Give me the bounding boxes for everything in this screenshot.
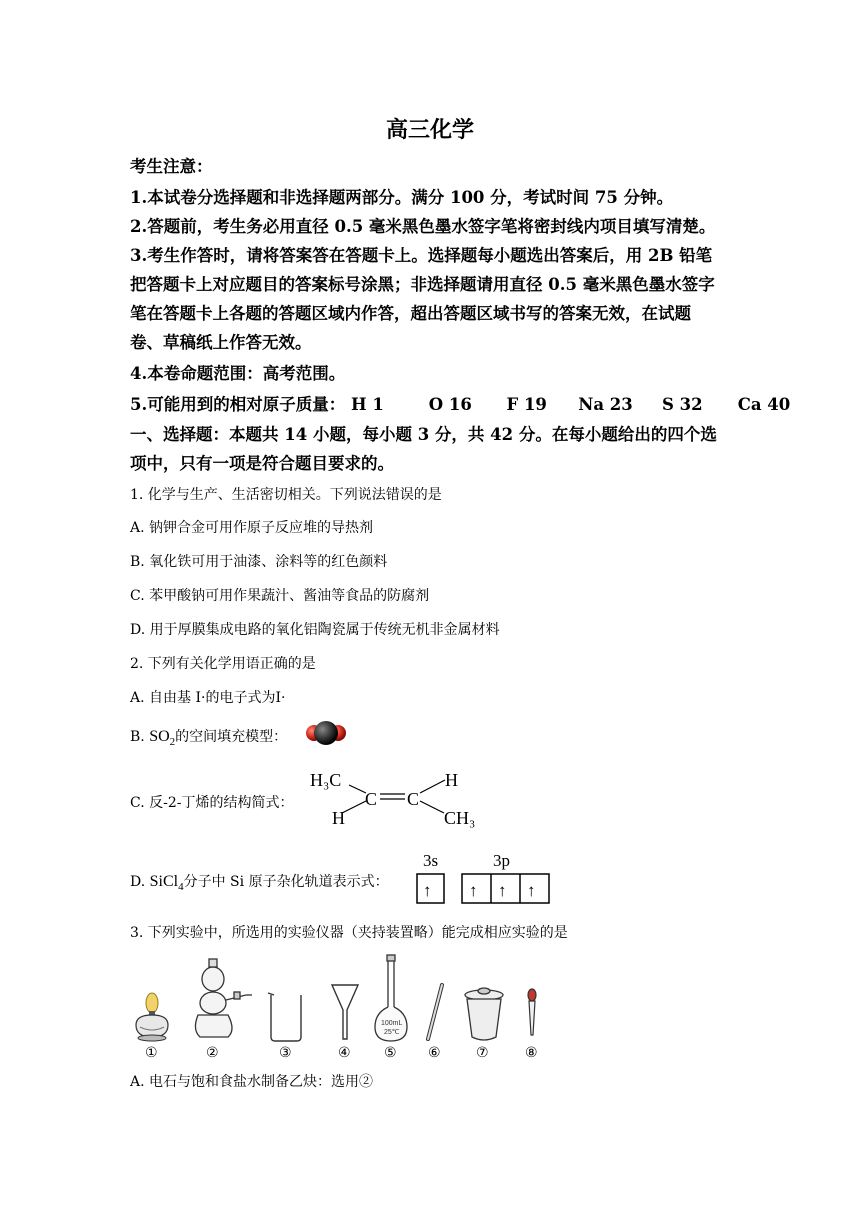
svg-text:↑: ↑ (527, 881, 536, 900)
notice-item: 2.答题前，考生务必用直径 0.5 毫米黑色墨水签字笔将密封线内项目填写清楚。 (130, 217, 716, 236)
q2-option-d: D. SiCl$_4$分子中 Si 原子杂化轨道表示式： (130, 873, 389, 894)
volumetric-flask-icon (375, 955, 407, 1041)
apparatus-label: ③ (279, 1045, 292, 1061)
dropper-icon (528, 989, 536, 1035)
sicl4-orbital-diagram (415, 850, 555, 906)
lab-apparatus-figure (128, 955, 548, 1060)
apparatus-label: ⑥ (428, 1045, 441, 1061)
svg-text:3s: 3s (423, 851, 439, 870)
crucible-icon (465, 988, 503, 1040)
q3-stem: 3. 下列实验中，所选用的实验仪器（夹持装置略）能完成相应实验的是 (130, 925, 568, 941)
svg-text:25℃: 25℃ (384, 1029, 400, 1036)
atomic-mass-o: O 16 (428, 395, 472, 414)
q1-option-d: D. 用于厚膜集成电路的氧化铝陶瓷属于传统无机非金属材料 (130, 622, 500, 638)
notice-item: 4.本卷命题范围：高考范围。 (130, 364, 346, 383)
apparatus-label: ① (145, 1045, 158, 1061)
svg-text:↑: ↑ (469, 881, 478, 900)
q1-option-b: B. 氧化铁可用于油漆、涂料等的红色颜料 (130, 554, 388, 570)
q2-option-c: C. 反-2-丁烯的结构简式： (130, 795, 294, 811)
svg-text:↑: ↑ (498, 881, 507, 900)
q1-option-c: C. 苯甲酸钠可用作果蔬汁、酱油等食品的防腐剂 (130, 588, 430, 604)
notice-item: 卷、草稿纸上作答无效。 (130, 333, 312, 352)
svg-text:↑: ↑ (423, 881, 432, 900)
q2-option-a: A. 自由基 I·的电子式为I· (130, 690, 286, 706)
svg-text:CH₃: CH₃ (444, 808, 476, 828)
atomic-mass-ca: Ca 40 (737, 395, 791, 414)
atomic-mass-line (130, 391, 790, 415)
page-title: 高三化学 (385, 117, 474, 143)
apparatus-label: ⑤ (384, 1045, 397, 1061)
q1-option-a: A. 钠钾合金可用作原子反应堆的导热剂 (130, 520, 374, 536)
apparatus-label: ④ (338, 1045, 351, 1061)
q2-stem: 2. 下列有关化学用语正确的是 (130, 656, 316, 672)
apparatus-label: ② (206, 1045, 219, 1061)
atomic-mass-s: S 32 (661, 395, 703, 414)
atomic-mass-f: F 19 (506, 395, 547, 414)
notice-item: 把答题卡上对应题目的答案标号涂黑；非选择题请用直径 0.5 毫米黑色墨水签字 (130, 275, 715, 294)
atomic-mass-label: 5.可能用到的相对原子质量： (130, 395, 346, 414)
beaker-icon (268, 993, 301, 1041)
svg-text:100mL: 100mL (381, 1020, 403, 1027)
atomic-mass-h: H 1 (350, 395, 384, 414)
apparatus-label: ⑧ (525, 1045, 538, 1061)
q3-option-a: A. 电石与饱和食盐水制备乙炔：选用② (130, 1074, 374, 1090)
kipp-generator-icon (195, 959, 252, 1037)
section-heading: 项中，只有一项是符合题目要求的。 (130, 454, 394, 473)
trans-2-butene-structure (310, 765, 490, 835)
section-heading: 一、选择题：本题共 14 小题，每小题 3 分，共 42 分。在每小题给出的四个选 (130, 425, 717, 444)
so2-space-filling-model (305, 719, 347, 747)
funnel-icon (332, 985, 358, 1039)
q1-stem: 1. 化学与生产、生活密切相关。下列说法错误的是 (130, 487, 442, 503)
sicl4-formula: SiCl$_4$ (149, 873, 184, 894)
svg-text:C: C (365, 789, 378, 809)
notice-item: 1.本试卷分选择题和非选择题两部分。满分 100 分，考试时间 75 分钟。 (130, 188, 674, 207)
notice-heading: 考生注意： (130, 157, 213, 176)
apparatus-label: ⑦ (476, 1045, 489, 1061)
so2-formula: $SO_2$ (149, 728, 176, 749)
notice-item: 笔在答题卡上各题的答题区域内作答，超出答题区域书写的答案无效，在试题 (130, 304, 691, 323)
notice-item: 3.考生作答时，请将答案答在答题卡上。选择题每小题选出答案后，用 2B 铅笔 (130, 246, 713, 265)
alcohol-lamp-icon (136, 993, 168, 1041)
svg-text:3p: 3p (493, 851, 510, 870)
svg-text:H: H (332, 808, 345, 828)
q2-option-b: B. $SO_2$的空间填充模型： (130, 728, 288, 749)
svg-text:C: C (407, 789, 420, 809)
svg-text:H: H (445, 770, 458, 790)
atomic-mass-na: Na 23 (578, 395, 633, 414)
svg-text:H₃C: H₃C (310, 770, 342, 790)
glass-rod-icon (428, 985, 442, 1039)
